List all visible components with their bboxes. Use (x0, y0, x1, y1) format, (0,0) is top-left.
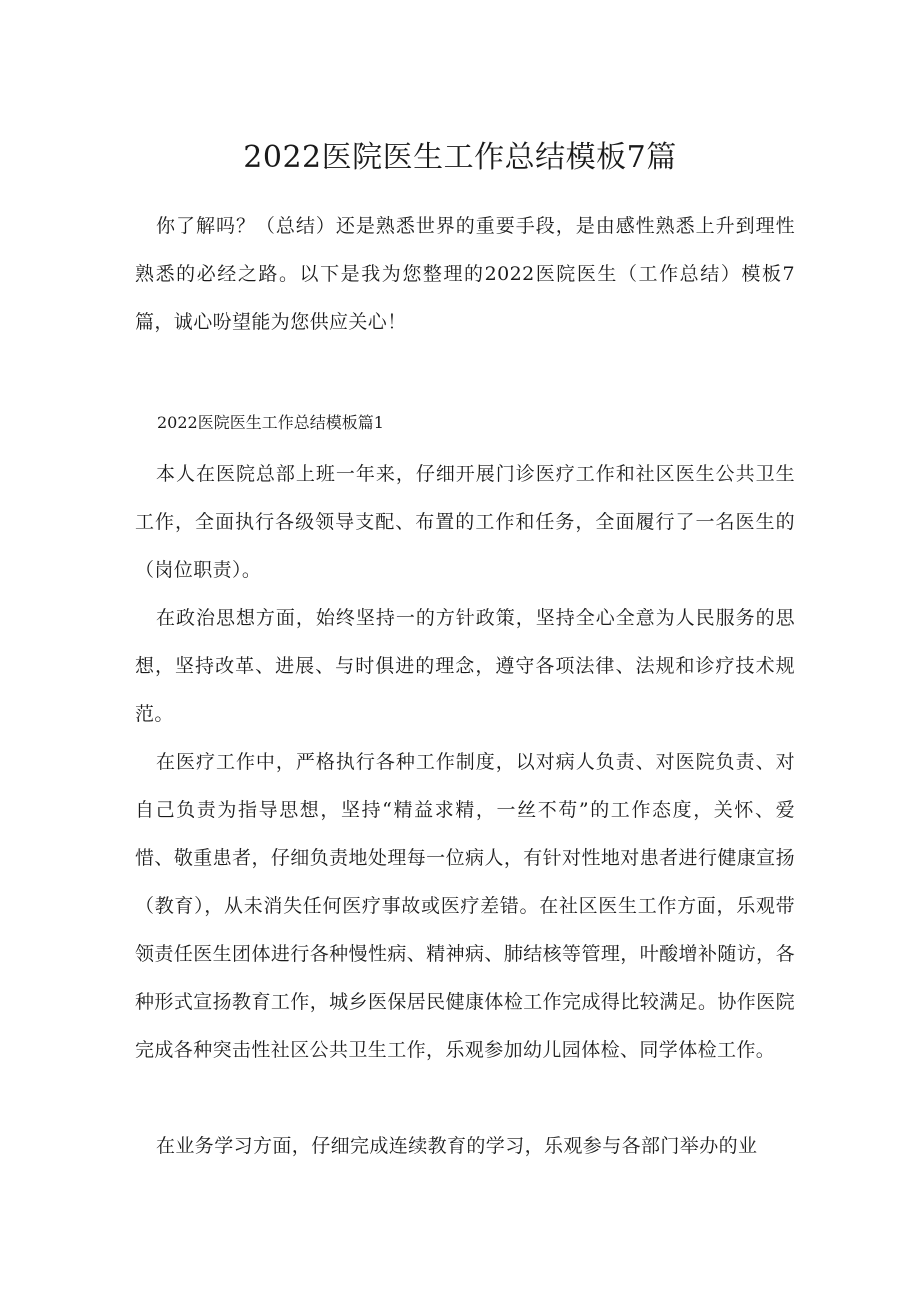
intro-paragraph: 你了解吗？（总结）还是熟悉世界的重要手段，是由感性熟悉上升到理性熟悉的必经之路。以下是我为您整理的2022医院医生（工作总结）模板7篇，诚心吩望能为您供应关心！ (135, 215, 795, 333)
body-paragraph-2: 在政治思想方面，始终坚持一的方针政策，坚持全心全意为人民服务的思想，坚持改革、进展、与时俱进的理念，遵守各项法律、法规和诊疗技术规范。 (135, 607, 795, 725)
document-title: 2022医院医生工作总结模板7篇 (243, 140, 677, 175)
section-heading: 2022医院医生工作总结模板篇1 (157, 413, 384, 432)
body-paragraph-4: 在业务学习方面，仔细完成连续教育的学习，乐观参与各部门举办的业 (156, 1135, 758, 1157)
body-paragraph-1: 本人在医院总部上班一年来，仔细开展门诊医疗工作和社区医生公共卫生工作，全面执行各级领导支配、布置的工作和任务，全面履行了一名医生的（岗位职责）。 (135, 463, 795, 581)
body-paragraph-3: 在医疗工作中，严格执行各种工作制度，以对病人负责、对医院负责、对自己负责为指导思想，坚持“精益求精，一丝不苟”的工作态度，关怀、爱惜、敬重患者，仔细负责地处理每一位病人，有针对性地对患者进行健康宣扬（教育），从未消失任何医疗事故或医疗差错。在社区医生工作方面，乐观带领责任医生团体进行各种慢性病、精神病、肺结核等管理，叶酸增补随访，各种形式宣扬教育工作，城乡医保居民健康体检工作完成得比较满足。协作医院完成各种突击性社区公共卫生工作，乐观参加幼儿园体检、同学体检工作。 (135, 751, 795, 1061)
